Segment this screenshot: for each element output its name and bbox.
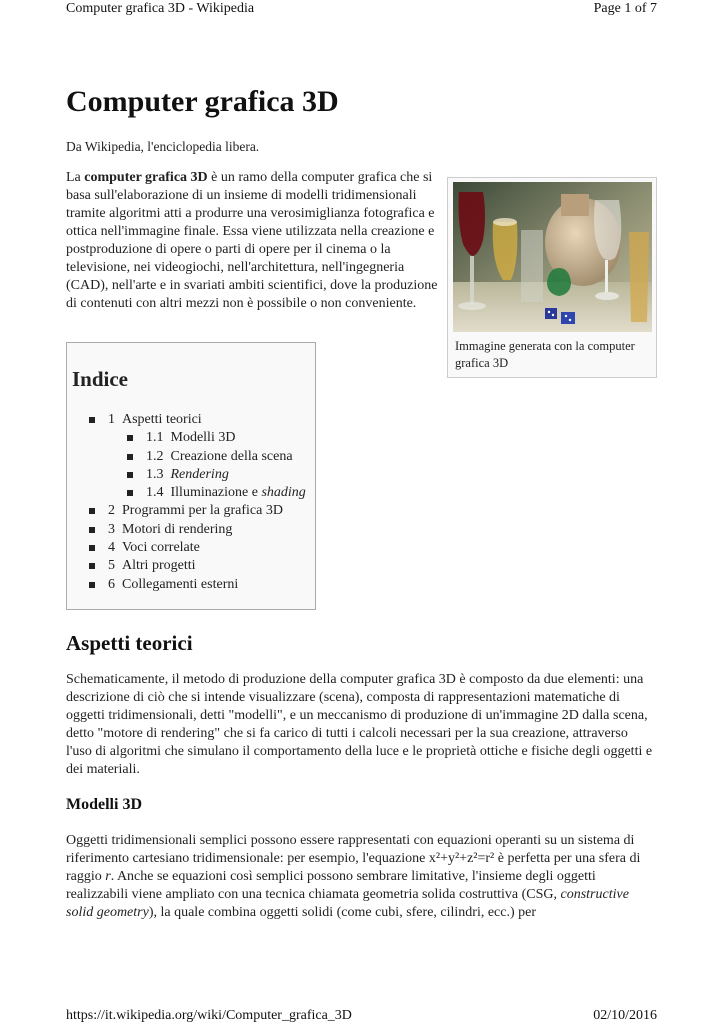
toc-item-voci-correlate[interactable]: [89, 539, 200, 557]
toc-number: 1.2: [146, 448, 164, 464]
page-title: Computer grafica 3D: [66, 85, 339, 118]
toc-label: Collegamenti esterni: [122, 576, 239, 592]
toc-number: 1.3: [146, 466, 164, 482]
intro-text: è un ramo della computer grafica che si basa sull'elaborazione di un insieme di modelli tridimensionali tramite algoritmi atti a produrre una verosimiglianza fotografica e ottica nell'immagine finale. Essa viene utilizzata nella creazione e postproduzione di opere o parti di opere per il cinema o la televisione, nei videogiochi, nell'architettura, nell'ingegneria (CAD), nell'arte e in svariati ambiti scientifici, dove la produzione di contenuti con altri mezzi non è possibile o non conveniente.: [66, 170, 438, 311]
toc-label: Illuminazione e: [170, 485, 262, 501]
bullet-icon: [89, 527, 95, 533]
toc-label: Creazione della scena: [170, 448, 293, 464]
toc-number: 4: [108, 540, 115, 556]
toc-label: Altri progetti: [122, 558, 196, 574]
bullet-icon: [127, 454, 133, 460]
toc-list: [89, 411, 306, 594]
toc-label: Rendering: [170, 466, 229, 482]
table-of-contents: [66, 342, 316, 610]
section-heading-modelli-3d: Modelli 3D: [66, 796, 142, 813]
toc-item-altri-progetti[interactable]: [89, 557, 196, 575]
page-subtitle: Da Wikipedia, l'enciclopedia libera.: [66, 139, 260, 154]
bullet-icon: [89, 508, 95, 514]
intro-lead: La: [66, 170, 85, 185]
toc-label-emphasis: shading: [261, 485, 306, 501]
toc-item-programmi-per-la-grafica-3d[interactable]: [89, 502, 283, 520]
infobox-figure: [447, 177, 657, 378]
toc-label: Voci correlate: [122, 540, 200, 556]
toc-number: 1: [108, 412, 115, 427]
rendered-glassware-image[interactable]: [453, 182, 652, 332]
paragraph-text: Oggetti tridimensionali semplici possono essere rappresentati con equazioni operanti su un sistema di riferimento cartesiano tridimensionale: per esempio, l'equazione x²+y²+z²=r² è perfetta per una sfera di raggio: [66, 833, 641, 885]
toc-number: 6: [108, 576, 115, 592]
bullet-icon: [89, 545, 95, 551]
print-footer-date: 02/10/2016: [593, 1008, 657, 1023]
variable-r: r: [105, 869, 111, 885]
toc-number: 1.1: [146, 430, 164, 446]
print-footer-url: https://it.wikipedia.org/wiki/Computer_grafica_3D: [66, 1008, 352, 1023]
section-modelli-3d-paragraph: [66, 832, 656, 922]
print-header-page-number: Page 1 of 7: [593, 1, 657, 16]
bullet-icon: [89, 563, 95, 569]
toc-label: Motori di rendering: [122, 521, 233, 537]
bullet-icon: [89, 417, 95, 423]
emphasis-csg: constructive solid geometry: [66, 887, 629, 921]
toc-label: Aspetti teorici: [122, 412, 202, 427]
section-aspetti-teorici-paragraph: Schematicamente, il metodo di produzione della computer grafica 3D è composto da due elementi: una descrizione di ciò che si intende visualizzare (scena), composta di rappresentazioni matematiche di oggetti tridimensionali, detti "modelli", e un meccanismo di produzione di un'immagine 2D dalla scena, detto "motore di rendering" che si fa carico di tutti i calcoli necessari per la sua creazione, attraverso l'uso di algoritmi che simulano il comportamento della luce e le proprietà ottiche e fisiche degli oggetti e dei materiali.: [66, 672, 653, 778]
bullet-icon: [127, 435, 133, 441]
toc-number: 5: [108, 558, 115, 574]
toc-number: 1.4: [146, 485, 164, 501]
paragraph-text: ), la quale combina oggetti solidi (come cubi, sfere, cilindri, ecc.) per: [148, 905, 537, 921]
toc-title: Indice: [72, 367, 129, 391]
toc-number: 2: [108, 503, 115, 519]
toc-item-aspetti-teorici[interactable]: [89, 411, 202, 429]
paragraph-text: . Anche se equazioni così semplici possono sembrare limitative, l'insieme degli oggetti realizzabili viene ampliato con una tecnica chiamata geometria solida costruttiva (CSG,: [66, 869, 596, 903]
bullet-icon: [127, 472, 133, 478]
intro-paragraph: [66, 169, 438, 313]
toc-item-motori-di-rendering[interactable]: [89, 521, 233, 539]
toc-label: Modelli 3D: [170, 430, 236, 446]
toc-item-collegamenti-esterni[interactable]: [89, 576, 239, 594]
section-heading-aspetti-teorici: Aspetti teorici: [66, 631, 193, 655]
toc-label: Programmi per la grafica 3D: [122, 503, 283, 519]
print-header-title: Computer grafica 3D - Wikipedia: [66, 1, 255, 16]
bullet-icon: [127, 490, 133, 496]
toc-number: 3: [108, 521, 115, 537]
intro-bold-term: computer grafica 3D: [84, 170, 208, 185]
figure-caption: Immagine generata con la computer grafica 3D: [455, 339, 635, 370]
bullet-icon: [89, 582, 95, 588]
